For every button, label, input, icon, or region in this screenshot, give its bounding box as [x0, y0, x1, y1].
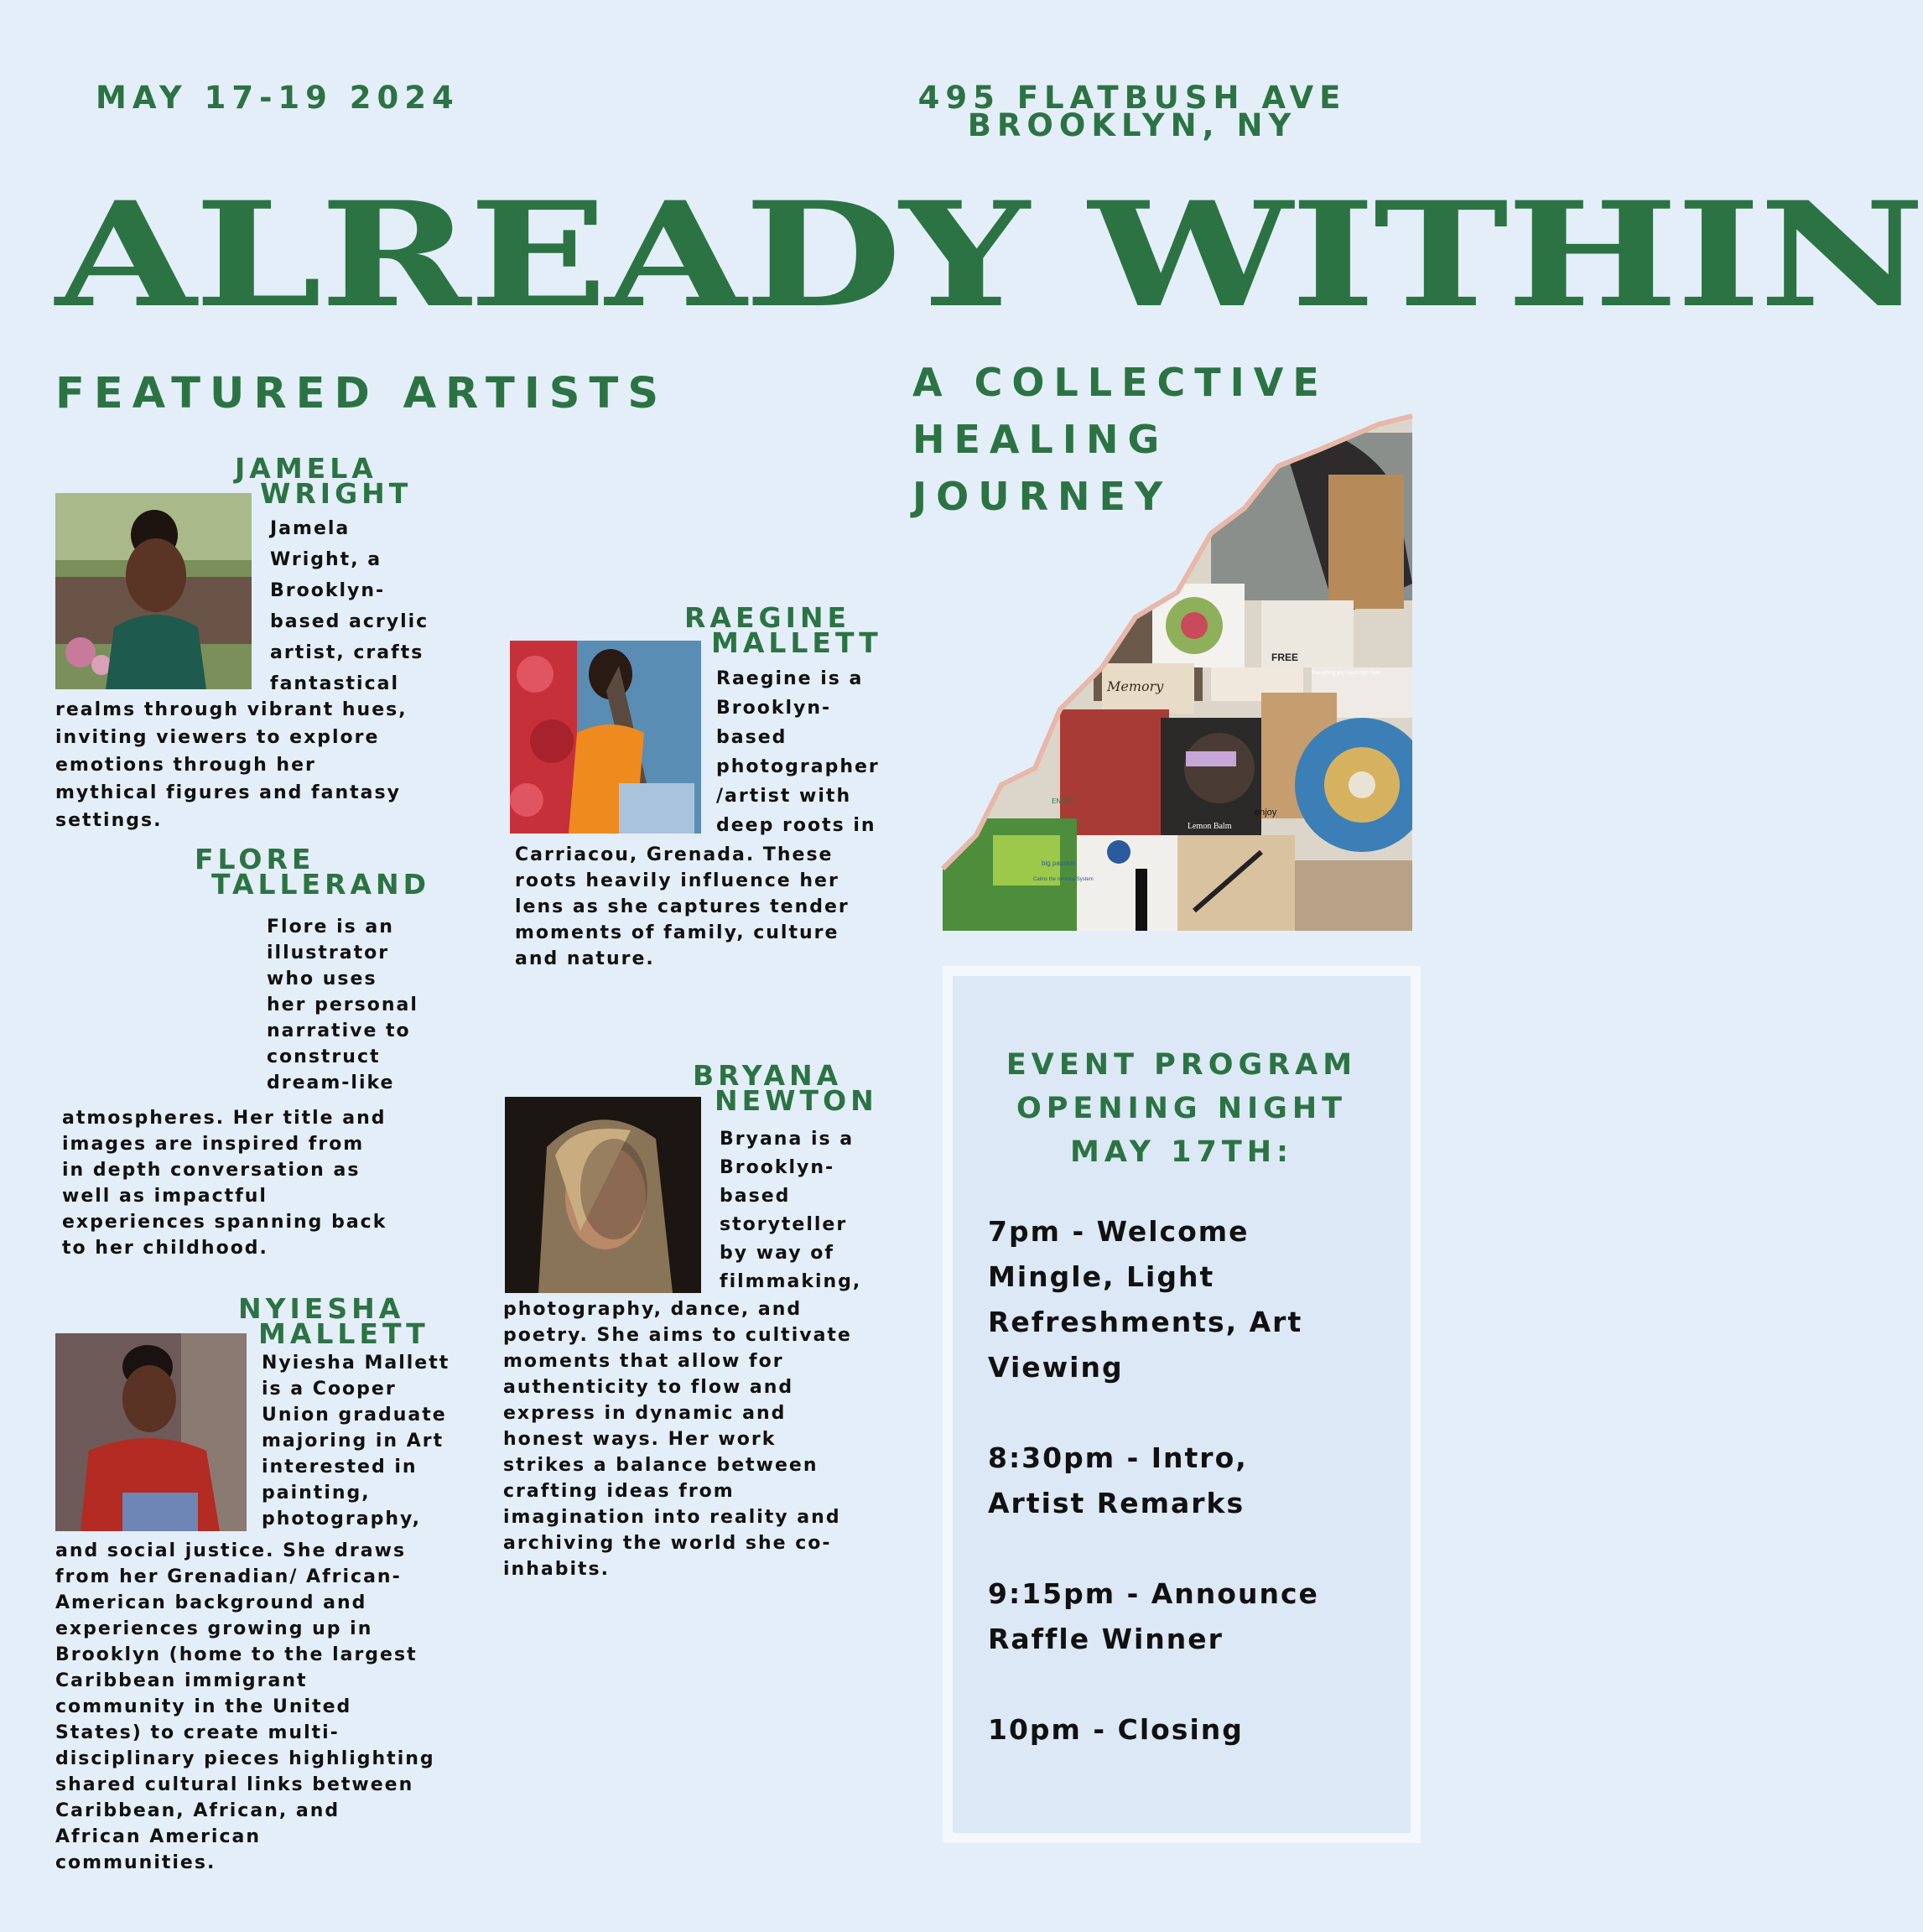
bio-line: experiences growing up in [55, 1618, 373, 1639]
bio-line: narrative to [267, 1021, 411, 1041]
bio-line: dream-like [267, 1072, 395, 1093]
artist-photo-jamela [55, 493, 252, 689]
bio-line: is a Cooper [262, 1379, 397, 1400]
artist-photo-nyiesha [55, 1333, 247, 1531]
program-list [988, 1209, 1411, 1753]
program-line: 8:30pm - Intro, [988, 1441, 1248, 1474]
collage-word-lemon-balm: Lemon Balm [1188, 822, 1232, 831]
bio-line: inhabits. [503, 1559, 610, 1580]
artist-name-line1: JAMELA [235, 452, 377, 485]
bio-line: realms through vibrant hues, [55, 699, 408, 720]
artist-photo-raegine [510, 641, 701, 834]
bio-line: Raegine is a [716, 668, 864, 689]
program-line: Mingle, Light [988, 1260, 1215, 1293]
bio-line: Flore is an [267, 917, 394, 937]
featured-artists-heading: FEATURED ARTISTS [55, 369, 668, 418]
collage-word-memory: Memory [1107, 678, 1164, 694]
artist-name-line1: RAEGINE [684, 601, 851, 634]
collage-word-enjoy-caps: ENJOY [1052, 797, 1074, 805]
artist-bio-side-raegine [716, 664, 880, 840]
artist-name-flore [195, 843, 431, 901]
bio-line: Jamela [270, 518, 351, 539]
bio-line: photography, dance, and [503, 1299, 803, 1320]
bio-line: settings. [55, 810, 163, 831]
bio-line: roots heavily influence her [515, 870, 839, 891]
bio-line: States) to create multi- [55, 1722, 340, 1743]
event-program-panel [943, 966, 1421, 1843]
bio-line: storyteller [720, 1214, 848, 1235]
artist-photo-bryana [505, 1097, 701, 1293]
event-address [872, 82, 1392, 141]
bio-line: her personal [267, 995, 418, 1015]
bio-line: from her Grenadian/ African- [55, 1566, 402, 1587]
artist-name-line2: MALLETT [711, 626, 882, 659]
tagline-line3: JOURNEY [912, 474, 1172, 519]
address-line1: 495 FLATBUSH AVE [917, 80, 1347, 116]
program-line: Artist Remarks [988, 1487, 1245, 1519]
artist-name-line2: NEWTON [715, 1084, 878, 1117]
artist-name-jamela [235, 452, 413, 510]
bio-line: strikes a balance between [503, 1455, 819, 1476]
bio-line: imagination into reality and [503, 1507, 841, 1528]
bio-line: majoring in Art [262, 1431, 444, 1452]
bio-line: Brooklyn- [270, 580, 386, 601]
artist-name-line2: WRIGHT [260, 477, 413, 510]
bio-line: atmospheres. Her title and [62, 1108, 387, 1129]
bio-line: Brooklyn (home to the largest [55, 1644, 418, 1665]
bio-line: moments of family, culture [515, 922, 839, 943]
artist-bio-nyiesha [55, 1538, 435, 1876]
program-line: Raffle Winner [988, 1623, 1224, 1655]
bio-line: poetry. She aims to cultivate [503, 1325, 852, 1346]
bio-line: experiences spanning back [62, 1212, 387, 1233]
bio-line: Carriacou, Grenada. These [515, 844, 834, 865]
bio-line: fantastical [270, 673, 400, 694]
bio-line: who uses [267, 969, 377, 989]
bio-line: African American [55, 1826, 262, 1847]
program-line: 7pm - Welcome [988, 1215, 1250, 1248]
bio-line: and nature. [515, 948, 655, 969]
program-line: 9:15pm - Announce [988, 1577, 1319, 1610]
program-item-closing [988, 1707, 1411, 1753]
bio-line: emotions through her [55, 755, 316, 776]
collage-word-everything: Everything you need right here [1312, 671, 1380, 676]
artist-name-line2: MALLETT [258, 1317, 429, 1350]
bio-line: interested in [262, 1457, 418, 1478]
program-heading-line2: OPENING NIGHT [1016, 1092, 1348, 1125]
collage-word-big-passion: big passion [1042, 860, 1076, 867]
artist-bio-side-nyiesha [262, 1350, 450, 1532]
bio-line: Wright, a [270, 549, 382, 570]
artist-bio-raegine [515, 842, 850, 972]
bio-line: based [720, 1186, 791, 1207]
bio-line: community in the United [55, 1696, 352, 1717]
program-item-welcome [988, 1209, 1411, 1390]
artist-name-line2: TALLERAND [211, 868, 431, 901]
artist-bio-side-bryana [720, 1125, 861, 1296]
bio-line: images are inspired from [62, 1134, 365, 1155]
tagline-line1: A COLLECTIVE [912, 360, 1328, 405]
bio-line: lens as she captures tender [515, 896, 850, 917]
bio-line: filmmaking, [720, 1271, 862, 1292]
bio-line: and social justice. She draws [55, 1540, 407, 1561]
collage-word-enjoy: enjoy [1255, 808, 1277, 818]
bio-line: Caribbean immigrant [55, 1670, 308, 1691]
bio-line: communities. [55, 1852, 216, 1873]
bio-line: honest ways. Her work [503, 1429, 777, 1450]
bio-line: photographer [716, 756, 880, 777]
program-item-raffle [988, 1571, 1411, 1662]
event-dates: MAY 17-19 2024 [96, 80, 460, 116]
artist-name-line1: FLORE [195, 843, 315, 875]
bio-line: American background and [55, 1592, 367, 1613]
bio-line: photography, [262, 1509, 421, 1530]
bio-line: based [716, 727, 787, 748]
program-heading-line1: EVENT PROGRAM [1006, 1048, 1358, 1082]
collage-word-free: FREE [1271, 652, 1299, 663]
bio-line: based acrylic [270, 611, 429, 632]
bio-line: moments that allow for [503, 1351, 784, 1372]
artist-name-nyiesha [238, 1292, 429, 1350]
program-item-intro [988, 1436, 1411, 1526]
bio-line: Nyiesha Mallett [262, 1353, 450, 1374]
address-line2: BROOKLYN, NY [967, 107, 1297, 143]
artist-bio-side-jamela [270, 513, 429, 699]
artist-bio-jamela [55, 696, 408, 834]
bio-line: Caribbean, African, and [55, 1800, 340, 1821]
exhibition-title: ALREADY WITHIN [55, 169, 1923, 340]
bio-line: well as impactful [62, 1186, 268, 1207]
bio-line: deep roots in [716, 815, 876, 836]
artist-name-raegine [684, 601, 882, 659]
bio-line: in depth conversation as [62, 1160, 361, 1181]
bio-line: illustrator [267, 943, 390, 963]
bio-line: Brooklyn- [720, 1157, 835, 1178]
bio-line: archiving the world she co- [503, 1533, 832, 1554]
bio-line: painting, [262, 1483, 371, 1504]
bio-line: construct [267, 1046, 381, 1067]
bio-line: to her childhood. [62, 1238, 268, 1259]
tagline-line2: HEALING [912, 417, 1169, 462]
bio-line: mythical figures and fantasy [55, 782, 401, 803]
bio-line: Brooklyn- [716, 698, 832, 719]
bio-line: authenticity to flow and [503, 1377, 794, 1398]
program-line: Refreshments, Art [988, 1306, 1303, 1338]
bio-line: crafting ideas from [503, 1481, 735, 1502]
artist-name-bryana [693, 1059, 878, 1117]
artist-bio-flore [62, 1105, 387, 1261]
program-line: 10pm - Closing [988, 1713, 1244, 1746]
collage-artwork [943, 416, 1412, 931]
program-heading-line3: MAY 17TH: [1070, 1135, 1293, 1169]
program-line: Viewing [988, 1351, 1124, 1384]
bio-line: by way of [720, 1243, 834, 1264]
artist-name-line1: BRYANA [693, 1059, 843, 1092]
bio-line: artist, crafts [270, 642, 424, 663]
artist-name-line1: NYIESHA [238, 1292, 405, 1325]
bio-line: Union graduate [262, 1405, 447, 1426]
artist-bio-bryana [503, 1296, 852, 1582]
artist-bio-side-flore [267, 914, 418, 1096]
program-heading [953, 1043, 1411, 1174]
bio-line: /artist with [716, 786, 852, 807]
bio-line: inviting viewers to explore [55, 727, 380, 748]
bio-line: express in dynamic and [503, 1403, 787, 1424]
bio-line: disciplinary pieces highlighting [55, 1748, 435, 1769]
bio-line: Bryana is a [720, 1129, 855, 1150]
bio-line: shared cultural links between [55, 1774, 414, 1795]
collage-word-calms: Calms the nervous System [1033, 877, 1094, 882]
